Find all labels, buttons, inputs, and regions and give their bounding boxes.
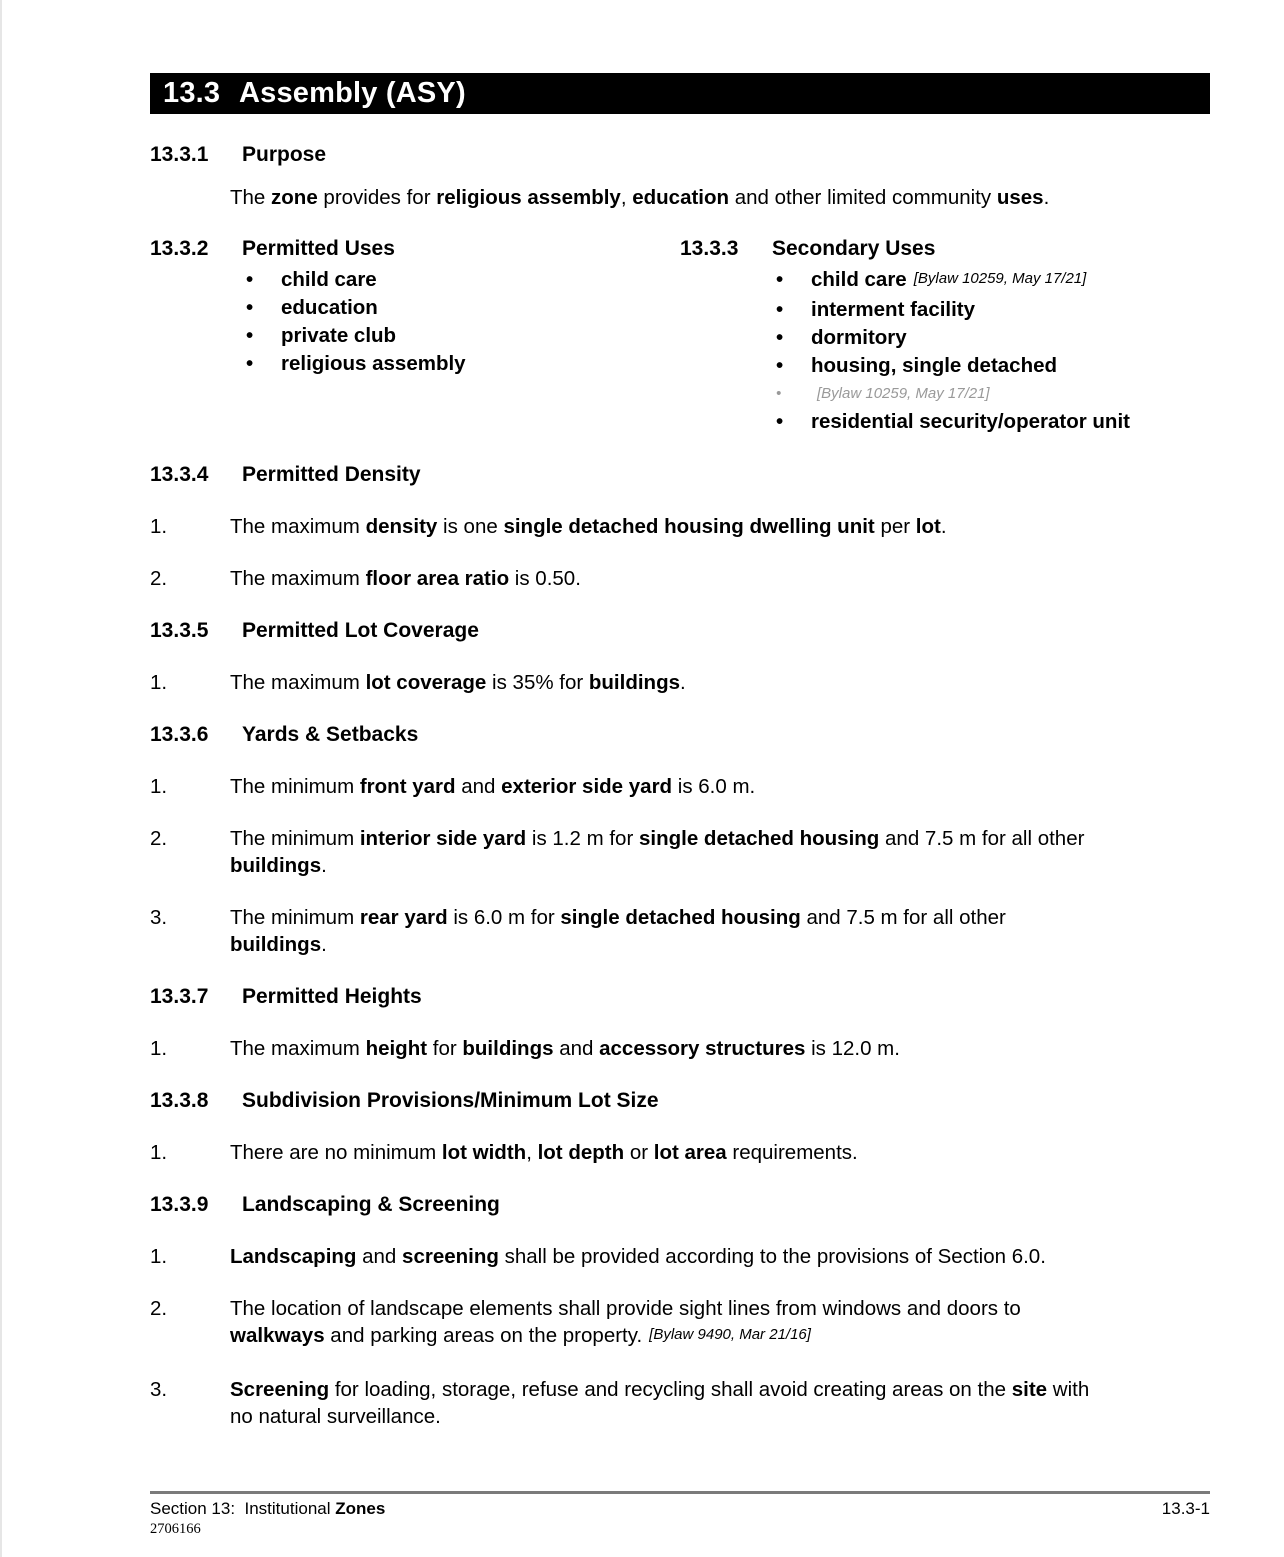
section-title-bar <box>150 73 1210 114</box>
clause-text <box>230 1243 1210 1270</box>
clause-text <box>230 1376 1210 1430</box>
page-footer <box>150 1491 1210 1538</box>
text-line: The maximum floor area ratio is 0.50. <box>230 567 581 590</box>
permitted-uses-heading <box>150 236 680 262</box>
rule-section <box>150 984 1210 1062</box>
rule-section-title: Yards & Setbacks <box>242 723 419 746</box>
rule-section <box>150 1088 1210 1166</box>
rule-section-clauses <box>150 1139 1210 1166</box>
bullet-item: • child care [Bylaw 10259, May 17/21] <box>776 266 1210 296</box>
rule-section-number: 13.3.8 <box>150 1089 209 1112</box>
rule-section-title: Landscaping & Screening <box>242 1193 500 1216</box>
permitted-uses-number: 13.3.2 <box>150 237 209 260</box>
clause-number: 1. <box>150 1245 168 1268</box>
clause <box>150 1295 1210 1351</box>
rule-section-number: 13.3.7 <box>150 985 209 1008</box>
footer-section-label-plain: Section 13: Institutional <box>150 1499 336 1518</box>
rule-section-clauses <box>150 773 1210 958</box>
bylaw-note: [Bylaw 10259, May 17/21] <box>913 270 1087 287</box>
text-line: buildings. <box>230 854 327 877</box>
text-line: There are no minimum lot width, lot depth or lot area requirements. <box>230 1141 858 1164</box>
clause <box>150 1243 1210 1270</box>
rule-section-heading <box>150 984 1210 1010</box>
clause-text <box>230 1295 1210 1351</box>
secondary-uses-list <box>776 266 1210 436</box>
rule-section-heading <box>150 462 1210 488</box>
text-line: The minimum interior side yard is 1.2 m for single detached housing and 7.5 m for all other <box>230 827 1085 850</box>
text-line: The minimum rear yard is 6.0 m for single detached housing and 7.5 m for all other <box>230 906 1006 929</box>
permitted-uses-title: Permitted Uses <box>242 237 395 260</box>
clause-text <box>230 565 1210 592</box>
secondary-uses-column <box>680 236 1210 436</box>
text-line: walkways and parking areas on the property. [Bylaw 9490, Mar 21/16] <box>230 1324 811 1347</box>
rule-section-clauses <box>150 513 1210 592</box>
clause-text <box>230 1035 1210 1062</box>
bullet-item: • [Bylaw 10259, May 17/21] <box>776 380 1210 408</box>
clause <box>150 825 1210 879</box>
uses-columns <box>150 236 1210 436</box>
clause-number: 1. <box>150 671 168 694</box>
rule-section-number: 13.3.5 <box>150 619 209 642</box>
rule-section-title: Permitted Heights <box>242 985 422 1008</box>
clause <box>150 1139 1210 1166</box>
text-line: The location of landscape elements shall provide sight lines from windows and doors to <box>230 1297 1021 1320</box>
footer-page-number: 13.3-1 <box>1161 1499 1210 1518</box>
rule-section-heading <box>150 618 1210 644</box>
purpose-heading-number: 13.3.1 <box>150 143 209 166</box>
permitted-uses-column <box>150 236 680 436</box>
rule-section-clauses <box>150 1243 1210 1430</box>
purpose-heading <box>150 142 1210 168</box>
text-line: The minimum front yard and exterior side yard is 6.0 m. <box>230 775 756 798</box>
clause-number: 1. <box>150 515 168 538</box>
rule-section-title: Permitted Lot Coverage <box>242 619 479 642</box>
rule-section-heading <box>150 1192 1210 1218</box>
bullet-item: • interment facility <box>776 296 1210 324</box>
rule-section <box>150 618 1210 696</box>
text-line: The maximum lot coverage is 35% for buildings. <box>230 671 686 694</box>
clause-number: 2. <box>150 1297 168 1320</box>
rule-sections <box>150 462 1210 1430</box>
text-line: no natural surveillance. <box>230 1405 441 1428</box>
clause-number: 3. <box>150 1378 168 1401</box>
secondary-uses-title: Secondary Uses <box>772 237 936 260</box>
rule-section-number: 13.3.6 <box>150 723 209 746</box>
rule-section <box>150 722 1210 958</box>
text-line: The zone provides for religious assembly, education and other limited community uses. <box>230 186 1050 209</box>
rule-section-title: Permitted Density <box>242 463 421 486</box>
text-line: The maximum density is one single detached housing dwelling unit per lot. <box>230 515 947 538</box>
clause <box>150 669 1210 696</box>
bullet-item: • education <box>246 294 680 322</box>
clause <box>150 1035 1210 1062</box>
page-content <box>150 0 1210 1430</box>
rule-section-clauses <box>150 1035 1210 1062</box>
text-line: Landscaping and screening shall be provided according to the provisions of Section 6.0. <box>230 1245 1046 1268</box>
rule-section-heading <box>150 1088 1210 1114</box>
bylaw-note: [Bylaw 9490, Mar 21/16] <box>649 1326 811 1343</box>
bullet-item: • dormitory <box>776 324 1210 352</box>
rule-section-heading <box>150 722 1210 748</box>
clause <box>150 565 1210 592</box>
rule-section-number: 13.3.9 <box>150 1193 209 1216</box>
clause <box>150 1376 1210 1430</box>
footer-section-label-bold: Zones <box>335 1499 386 1518</box>
footer-row <box>150 1498 1210 1520</box>
rule-section <box>150 462 1210 592</box>
section-title-bar-number: 13.3 <box>163 77 221 109</box>
purpose-heading-title: Purpose <box>242 143 327 166</box>
footer-section-label <box>150 1498 385 1520</box>
rule-section-title: Subdivision Provisions/Minimum Lot Size <box>242 1089 659 1112</box>
text-line: Screening for loading, storage, refuse and recycling shall avoid creating areas on the site with <box>230 1378 1090 1401</box>
bullet-item: • religious assembly <box>246 350 680 378</box>
bullet-item: • private club <box>246 322 680 350</box>
clause <box>150 904 1210 958</box>
text-line: buildings. <box>230 933 327 956</box>
clause-number: 2. <box>150 827 168 850</box>
purpose-text <box>230 185 1210 211</box>
rule-section-number: 13.3.4 <box>150 463 209 486</box>
secondary-uses-heading <box>680 236 1210 262</box>
clause-number: 3. <box>150 906 168 929</box>
secondary-uses-number: 13.3.3 <box>680 237 739 260</box>
clause-text <box>230 513 1210 540</box>
permitted-uses-list <box>246 266 680 378</box>
section-title-bar-title: Assembly (ASY) <box>239 77 466 109</box>
clause-number: 1. <box>150 1037 168 1060</box>
rule-section-clauses <box>150 669 1210 696</box>
clause-text <box>230 904 1210 958</box>
clause <box>150 773 1210 800</box>
bullet-item: • residential security/operator unit <box>776 408 1210 436</box>
clause-text <box>230 773 1210 800</box>
rule-section <box>150 1192 1210 1430</box>
bullet-item: • child care <box>246 266 680 294</box>
clause-number: 1. <box>150 1141 168 1164</box>
bullet-item: • housing, single detached <box>776 352 1210 380</box>
clause-text <box>230 825 1210 879</box>
clause <box>150 513 1210 540</box>
clause-number: 2. <box>150 567 168 590</box>
clause-text <box>230 1139 1210 1166</box>
text-line: The maximum height for buildings and accessory structures is 12.0 m. <box>230 1037 900 1060</box>
clause-number: 1. <box>150 775 168 798</box>
footer-document-number: 2706166 <box>150 1521 201 1537</box>
clause-text <box>230 669 1210 696</box>
